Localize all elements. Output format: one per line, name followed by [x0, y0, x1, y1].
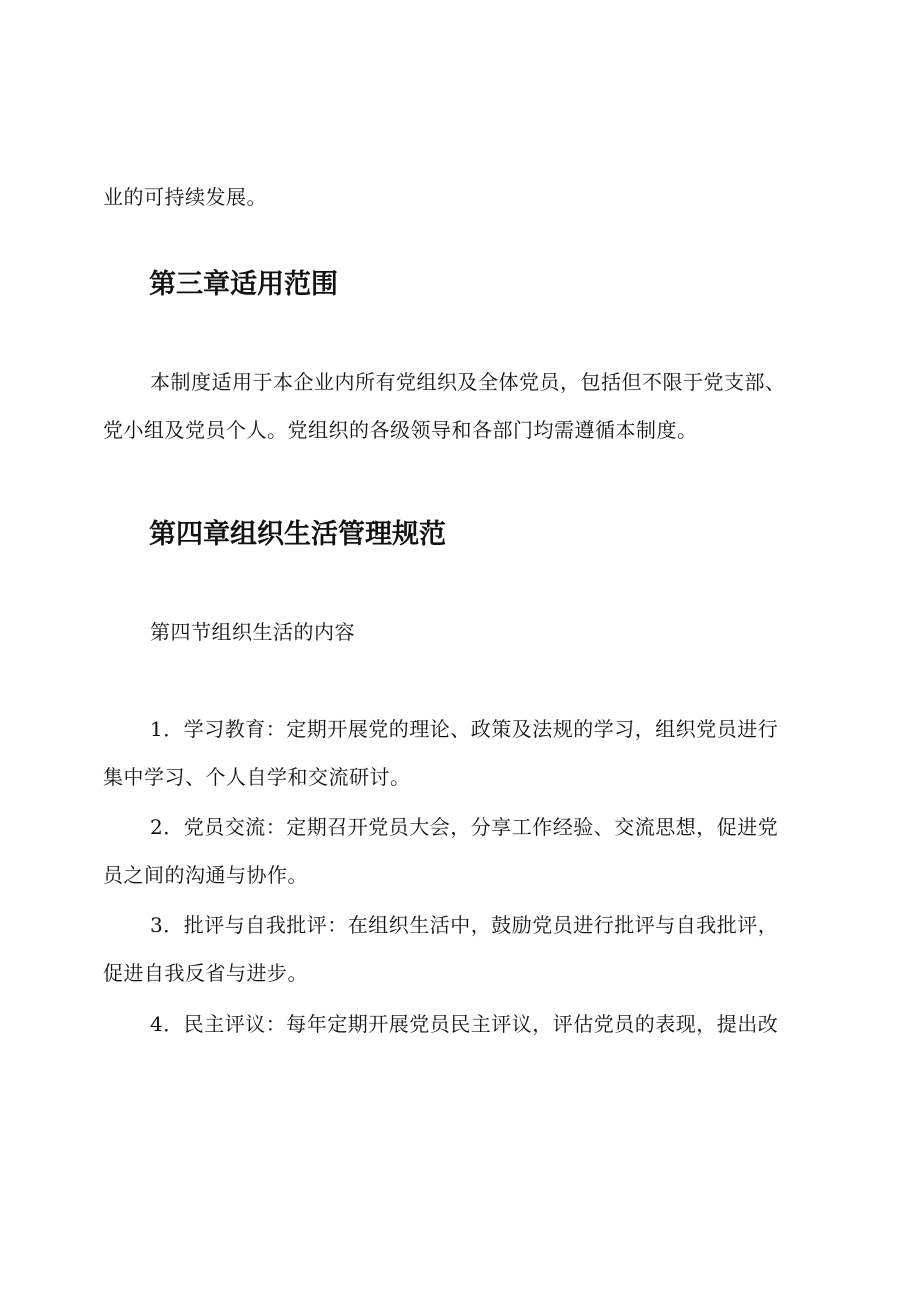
- list-item-1-line-1: 1．学习教育：定期开展党的理论、政策及法规的学习，组织党员进行: [150, 717, 779, 741]
- list-item-2-line-1: 2．党员交流：定期召开党员大会，分享工作经验、交流思想，促进党: [150, 815, 779, 839]
- section-heading: 第四节组织生活的内容: [150, 620, 355, 644]
- list-item-3-line-1: 3．批评与自我批评：在组织生活中，鼓励党员进行批评与自我批评，: [150, 913, 779, 937]
- list-item-2-line-2: 员之间的沟通与协作。: [103, 863, 308, 887]
- list-item-4-line-1: 4．民主评议：每年定期开展党员民主评议，评估党员的表现，提出改: [150, 1012, 779, 1036]
- chapter-3-body-line-1: 本制度适用于本企业内所有党组织及全体党员，包括但不限于党支部、: [150, 370, 786, 394]
- chapter-3-body-line-2: 党小组及党员个人。党组织的各级领导和各部门均需遵循本制度。: [103, 418, 698, 442]
- carryover-text-line: 业的可持续发展。: [103, 185, 267, 209]
- chapter-4-heading: 第四章组织生活管理规范: [149, 519, 446, 550]
- list-item-1-line-2: 集中学习、个人自学和交流研讨。: [103, 765, 411, 789]
- list-item-3-line-2: 促进自我反省与进步。: [103, 961, 308, 985]
- chapter-3-heading: 第三章适用范围: [149, 269, 338, 300]
